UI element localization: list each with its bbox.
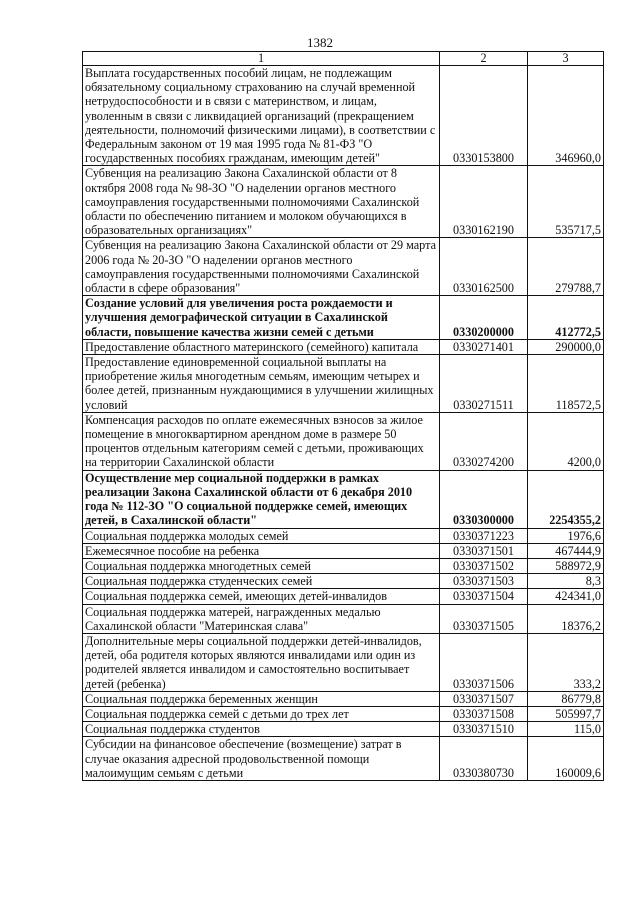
row-description: Предоставление единовременной социальной выплаты на приобретение жилья многодетным семьям, имеющим четырех и более детей, признанным нуждающимися в улучшении жилищных условий [83, 355, 440, 413]
row-amount: 2254355,2 [528, 470, 604, 528]
row-amount: 4200,0 [528, 412, 604, 470]
table-row [83, 412, 604, 470]
row-description: Ежемесячное пособие на ребенка [83, 543, 440, 558]
budget-table-body [83, 52, 604, 781]
row-code: 0330371503 [440, 574, 528, 589]
row-code: 0330371504 [440, 589, 528, 604]
row-code: 0330371502 [440, 558, 528, 573]
row-description: Субвенция на реализацию Закона Сахалинской области от 8 октября 2008 года № 98-ЗО "О наделении органов местного самоуправления государственными полномочиями Сахалинской области по обеспечению питанием и молоком обучающихся в образовательных организациях" [83, 166, 440, 238]
row-description: Субвенция на реализацию Закона Сахалинской области от 29 марта 2006 года № 20-ЗО "О наделении органов местного самоуправления государственными полномочиями Сахалинской области в сфере образования" [83, 238, 440, 296]
row-description: Субсидии на финансовое обеспечение (возмещение) затрат в случае оказания адресной продовольственной помощи малоимущим семьям с детьми [83, 737, 440, 781]
row-description: Социальная поддержка студентов [83, 722, 440, 737]
row-amount: 346960,0 [528, 66, 604, 166]
table-row [83, 589, 604, 604]
row-code: 0330274200 [440, 412, 528, 470]
row-amount: 535717,5 [528, 166, 604, 238]
row-description: Создание условий для увеличения роста рождаемости и улучшения демографической ситуации в Сахалинской области, повышение качества жизни семей с детьми [83, 296, 440, 340]
table-row [83, 66, 604, 166]
table-row [83, 166, 604, 238]
row-code: 0330153800 [440, 66, 528, 166]
row-amount: 424341,0 [528, 589, 604, 604]
row-amount: 18376,2 [528, 604, 604, 633]
row-code: 0330162500 [440, 238, 528, 296]
table-row [83, 528, 604, 543]
row-description: Дополнительные меры социальной поддержки детей-инвалидов, детей, оба родителя которых являются инвалидами или один из родителей является инвалидом и самостоятельно воспитывает детей (ребенка) [83, 633, 440, 691]
page-number: 1382 [307, 35, 333, 50]
row-code: 0330300000 [440, 470, 528, 528]
table-header-row [83, 52, 604, 66]
row-amount: 412772,5 [528, 296, 604, 340]
table-row [83, 558, 604, 573]
row-amount: 86779,8 [528, 691, 604, 706]
header-col-2: 2 [440, 52, 528, 66]
row-code: 0330200000 [440, 296, 528, 340]
row-code: 0330271401 [440, 339, 528, 354]
table-row [83, 633, 604, 691]
row-amount: 8,3 [528, 574, 604, 589]
table-row [83, 574, 604, 589]
table-row [83, 355, 604, 413]
row-code: 0330162190 [440, 166, 528, 238]
row-description: Социальная поддержка студенческих семей [83, 574, 440, 589]
row-code: 0330371508 [440, 706, 528, 721]
row-amount: 118572,5 [528, 355, 604, 413]
row-amount: 115,0 [528, 722, 604, 737]
row-amount: 505997,7 [528, 706, 604, 721]
row-description: Социальная поддержка молодых семей [83, 528, 440, 543]
row-code: 0330371510 [440, 722, 528, 737]
table-row [83, 722, 604, 737]
row-amount: 279788,7 [528, 238, 604, 296]
row-amount: 1976,6 [528, 528, 604, 543]
table-row [83, 238, 604, 296]
row-description: Социальная поддержка семей с детьми до трех лет [83, 706, 440, 721]
row-code: 0330371507 [440, 691, 528, 706]
row-code: 0330371223 [440, 528, 528, 543]
row-description: Компенсация расходов по оплате ежемесячных взносов за жилое помещение в многоквартирном арендном доме в размере 50 процентов отдельным категориям семей с детьми, проживающих на территории Сахалинской области [83, 412, 440, 470]
row-description: Предоставление областного материнского (семейного) капитала [83, 339, 440, 354]
table-row [83, 691, 604, 706]
table-row [83, 706, 604, 721]
table-row [83, 296, 604, 340]
table-row [83, 737, 604, 781]
row-code: 0330371505 [440, 604, 528, 633]
row-description: Осуществление мер социальной поддержки в рамках реализации Закона Сахалинской области от 6 декабря 2010 года № 112-ЗО "О социальной поддержке семей, имеющих детей, в Сахалинской области" [83, 470, 440, 528]
table-row [83, 604, 604, 633]
row-description: Социальная поддержка семей, имеющих детей-инвалидов [83, 589, 440, 604]
budget-table [82, 51, 604, 781]
row-description: Социальная поддержка многодетных семей [83, 558, 440, 573]
row-description: Социальная поддержка беременных женщин [83, 691, 440, 706]
row-amount: 160009,6 [528, 737, 604, 781]
header-col-1: 1 [83, 52, 440, 66]
row-code: 0330371506 [440, 633, 528, 691]
row-code: 0330271511 [440, 355, 528, 413]
header-col-3: 3 [528, 52, 604, 66]
row-amount: 333,2 [528, 633, 604, 691]
row-amount: 588972,9 [528, 558, 604, 573]
table-row [83, 543, 604, 558]
row-code: 0330380730 [440, 737, 528, 781]
table-row [83, 470, 604, 528]
row-amount: 467444,9 [528, 543, 604, 558]
row-code: 0330371501 [440, 543, 528, 558]
row-description: Выплата государственных пособий лицам, не подлежащим обязательному социальному страхованию на случай временной нетрудоспособности и в связи с материнством, и лицам, уволенным в связи с ликвидацией организаций (прекращением деятельности, полномочий физическими лицами), в соответствии с Федеральным законом от 19 мая 1995 года № 81-ФЗ "О государственных пособиях гражданам, имеющим детей" [83, 66, 440, 166]
row-description: Социальная поддержка матерей, награжденных медалью Сахалинской области "Материнская слава" [83, 604, 440, 633]
row-amount: 290000,0 [528, 339, 604, 354]
table-row [83, 339, 604, 354]
